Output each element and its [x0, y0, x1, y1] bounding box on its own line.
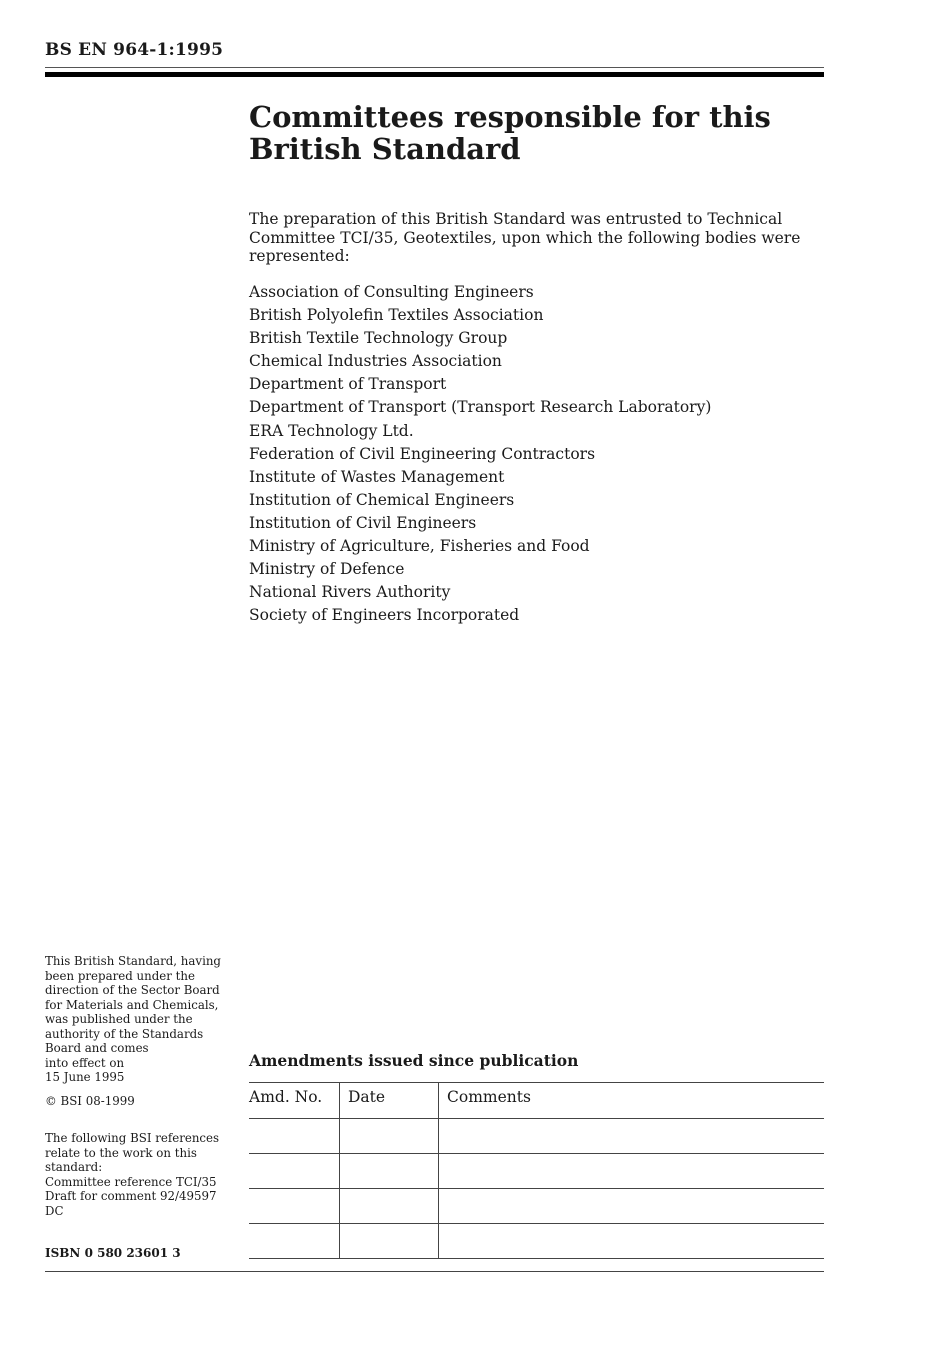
publication-sidebar [45, 954, 235, 1218]
list-item: Department of Transport [249, 375, 447, 394]
isbn: ISBN 0 580 23601 3 [45, 1246, 181, 1260]
list-item: Institute of Wastes Management [249, 467, 505, 486]
table-cell [249, 1154, 340, 1189]
publication-line: into effect on [45, 1055, 125, 1070]
amendments-table [249, 1082, 824, 1259]
table-cell [340, 1224, 439, 1259]
list-item: Society of Engineers Incorporated [249, 606, 520, 625]
committee-reference: Committee reference TCI/35 [45, 1174, 217, 1189]
footer-rule [45, 1271, 824, 1272]
table-cell [439, 1154, 825, 1189]
publication-line: This British Standard, having [45, 954, 221, 968]
publication-line: Board and comes [45, 1041, 149, 1055]
table-header-row [249, 1083, 824, 1119]
reference-line: The following BSI references [45, 1131, 220, 1145]
header-rule-thick [45, 72, 824, 77]
publication-line: authority of the Standards [45, 1026, 204, 1041]
bsi-references [45, 1131, 235, 1218]
intro-paragraph: The preparation of this British Standard was entrusted to Technical Committee TCI/35, Geotextiles, upon which the following bodies were represented: [249, 210, 801, 265]
publication-note [45, 954, 235, 1085]
column-header-date: Date [340, 1083, 439, 1119]
draft-reference: Draft for comment 92/49597 DC [45, 1189, 217, 1218]
list-item: Ministry of Defence [249, 560, 405, 579]
table-cell [340, 1154, 439, 1189]
publication-line: been prepared under the [45, 968, 195, 983]
table-cell [340, 1119, 439, 1154]
table-cell [249, 1224, 340, 1259]
table-cell [439, 1224, 825, 1259]
list-item: Federation of Civil Engineering Contractors [249, 444, 596, 463]
copyright-note: © BSI 08-1999 [45, 1093, 135, 1108]
list-item: British Textile Technology Group [249, 329, 508, 348]
table-cell [439, 1189, 825, 1224]
table-cell [249, 1189, 340, 1224]
page-title: Committees responsible for this British Standard [249, 100, 771, 166]
reference-line: relate to the work on this [45, 1145, 197, 1160]
list-item: National Rivers Authority [249, 583, 451, 602]
list-item: ERA Technology Ltd. [249, 421, 414, 440]
table-row [249, 1224, 824, 1259]
publication-line: for Materials and Chemicals, [45, 997, 219, 1012]
column-header-amd-no: Amd. No. [249, 1083, 340, 1119]
list-item: Institution of Chemical Engineers [249, 490, 515, 509]
publication-date: 15 June 1995 [45, 1070, 125, 1084]
publication-line: direction of the Sector Board [45, 983, 220, 997]
list-item: British Polyolefin Textiles Association [249, 306, 544, 325]
table-row [249, 1154, 824, 1189]
list-item: Department of Transport (Transport Research Laboratory) [249, 398, 712, 417]
list-item: Institution of Civil Engineers [249, 513, 477, 532]
list-item: Ministry of Agriculture, Fisheries and Food [249, 537, 590, 556]
represented-bodies-list [249, 281, 711, 627]
document-id: BS EN 964-1:1995 [45, 40, 224, 60]
table-cell [249, 1119, 340, 1154]
table-row [249, 1119, 824, 1154]
reference-line: standard: [45, 1160, 103, 1174]
amendments-heading: Amendments issued since publication [249, 1051, 579, 1070]
list-item: Chemical Industries Association [249, 352, 502, 371]
header-rule-thin [45, 67, 824, 68]
table-cell [340, 1189, 439, 1224]
table-row [249, 1189, 824, 1224]
publication-line: was published under the [45, 1012, 193, 1026]
list-item: Association of Consulting Engineers [249, 283, 534, 301]
column-header-comments: Comments [439, 1083, 825, 1119]
table-cell [439, 1119, 825, 1154]
